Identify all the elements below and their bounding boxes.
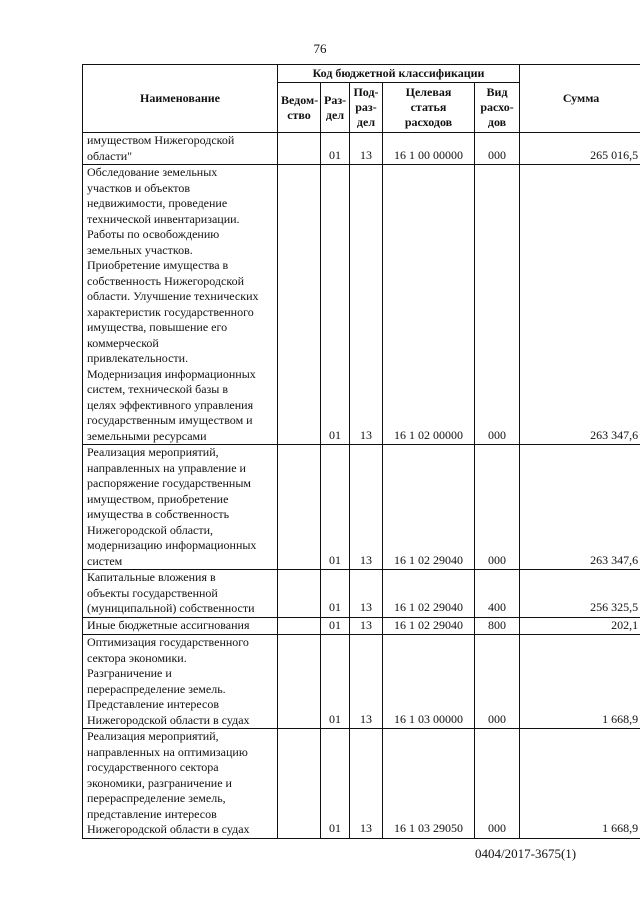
row-expense-type: 000 [475, 165, 520, 445]
row-target-article: 16 1 02 29040 [383, 617, 475, 635]
row-sum: 256 325,5 [520, 570, 640, 618]
row-name: Реализация мероприятий, направленных на управление и распоряжение государственным имуществом, приобретение имущества в собственность Нижегородской области, модернизацию информационных систем [83, 445, 278, 570]
row-razdel: 01 [321, 617, 350, 635]
row-podrazdel: 13 [350, 635, 383, 729]
row-name: Обследование земельных участков и объектов недвижимости, проведение технической инвентаризации. Работы по освобождению земельных участков. Приобретение имущества в собственность Нижегородской области. Улучшение технических характеристик государственного имущества, повышение его коммерческой привлекательности. Модернизация информационных систем, технической базы в целях эффективного управления государственным имуществом и земельными ресурсами [83, 165, 278, 445]
table-row [83, 133, 640, 165]
row-name: Реализация мероприятий, направленных на оптимизацию государственного сектора экономики, разграничение и перераспределение земель, представление интересов Нижегородской области в судах [83, 729, 278, 839]
row-sum: 265 016,5 [520, 133, 640, 165]
header-expense-type: Вид расхо- дов [475, 83, 520, 133]
row-sum: 1 668,9 [520, 635, 640, 729]
row-sum: 263 347,6 [520, 165, 640, 445]
header-sum: Сумма [520, 65, 640, 133]
row-expense-type: 000 [475, 729, 520, 839]
budget-table [82, 64, 640, 839]
row-name: имуществом Нижегородской области" [83, 133, 278, 165]
row-razdel: 01 [321, 165, 350, 445]
row-expense-type: 000 [475, 635, 520, 729]
table-row [83, 617, 640, 635]
row-target-article: 16 1 02 00000 [383, 165, 475, 445]
row-sum: 263 347,6 [520, 445, 640, 570]
table-row [83, 445, 640, 570]
row-name: Иные бюджетные ассигнования [83, 617, 278, 635]
row-vedomstvo [278, 445, 321, 570]
table-row [83, 570, 640, 618]
row-expense-type: 400 [475, 570, 520, 618]
table-body [83, 133, 640, 839]
header-razdel: Раз- дел [321, 83, 350, 133]
header-classification: Код бюджетной классификации [278, 65, 520, 83]
row-target-article: 16 1 02 29040 [383, 445, 475, 570]
row-razdel: 01 [321, 133, 350, 165]
row-podrazdel: 13 [350, 133, 383, 165]
row-vedomstvo [278, 617, 321, 635]
row-sum: 1 668,9 [520, 729, 640, 839]
row-razdel: 01 [321, 635, 350, 729]
page-number: 76 [313, 41, 327, 56]
row-razdel: 01 [321, 729, 350, 839]
row-vedomstvo [278, 133, 321, 165]
row-expense-type: 000 [475, 445, 520, 570]
row-podrazdel: 13 [350, 570, 383, 618]
row-razdel: 01 [321, 445, 350, 570]
row-expense-type: 000 [475, 133, 520, 165]
row-vedomstvo [278, 165, 321, 445]
row-podrazdel: 13 [350, 445, 383, 570]
row-name: Капитальные вложения в объекты государственной (муниципальной) собственности [83, 570, 278, 618]
row-podrazdel: 13 [350, 729, 383, 839]
table-row [83, 165, 640, 445]
header-podrazdel: Под- раз- дел [350, 83, 383, 133]
row-target-article: 16 1 02 29040 [383, 570, 475, 618]
row-expense-type: 800 [475, 617, 520, 635]
row-vedomstvo [278, 570, 321, 618]
row-podrazdel: 13 [350, 165, 383, 445]
header-vedomstvo: Ведом- ство [278, 83, 321, 133]
row-podrazdel: 13 [350, 617, 383, 635]
table-row [83, 729, 640, 839]
header-target-article: Целевая статья расходов [383, 83, 475, 133]
row-sum: 202,1 [520, 617, 640, 635]
row-target-article: 16 1 03 00000 [383, 635, 475, 729]
row-vedomstvo [278, 635, 321, 729]
table-row [83, 635, 640, 729]
row-target-article: 16 1 00 00000 [383, 133, 475, 165]
row-target-article: 16 1 03 29050 [383, 729, 475, 839]
row-vedomstvo [278, 729, 321, 839]
document-code: 0404/2017-3675(1) [475, 846, 577, 861]
header-name: Наименование [83, 65, 278, 133]
row-razdel: 01 [321, 570, 350, 618]
row-name: Оптимизация государственного сектора экономики. Разграничение и перераспределение земель. Представление интересов Нижегородской области в судах [83, 635, 278, 729]
